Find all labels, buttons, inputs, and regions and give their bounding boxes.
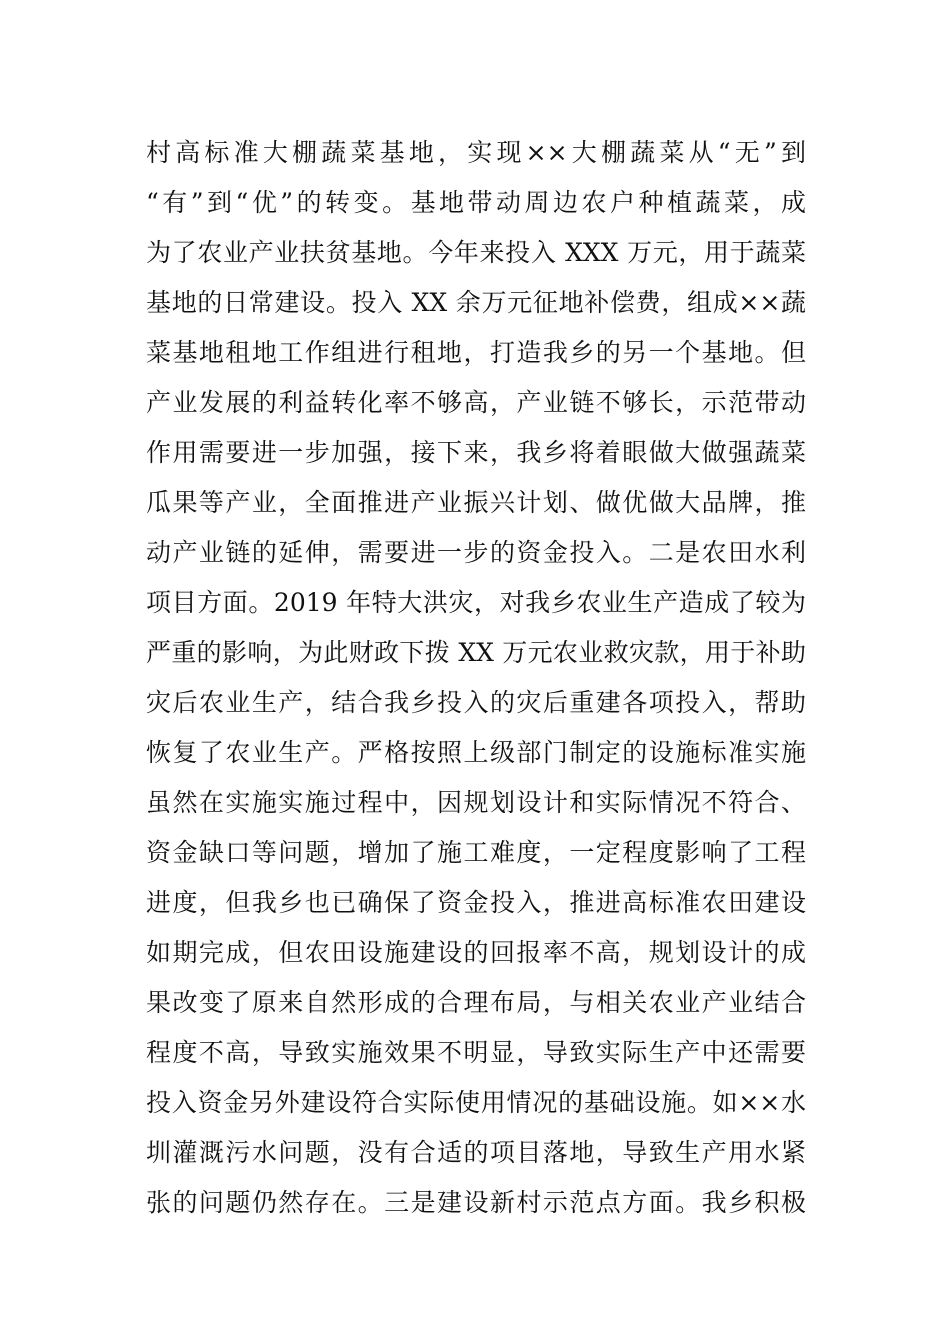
text-line-3: 为了农业产业扶贫基地。今年来投入 XXX 万元，用于蔬菜: [146, 238, 806, 267]
text-line-6: 产业发展的利益转化率不够高，产业链不够长，示范带动: [146, 388, 806, 417]
text-line-22: 张的问题仍然存在。三是建设新村示范点方面。我乡积极: [146, 1188, 806, 1217]
text-line-20: 投入资金另外建设符合实际使用情况的基础设施。如××水: [146, 1088, 806, 1117]
text-line-21: 圳灌溉污水问题，没有合适的项目落地，导致生产用水紧: [146, 1138, 806, 1167]
text-line-15: 资金缺口等问题，增加了施工难度，一定程度影响了工程: [146, 838, 806, 867]
text-line-12: 灾后农业生产，结合我乡投入的灾后重建各项投入，帮助: [146, 688, 806, 717]
text-line-17: 如期完成，但农田设施建设的回报率不高，规划设计的成: [146, 938, 806, 967]
text-line-13: 恢复了农业生产。严格按照上级部门制定的设施标准实施: [146, 738, 806, 767]
text-line-10: 项目方面。2019 年特大洪灾，对我乡农业生产造成了较为: [146, 588, 806, 617]
text-line-9: 动产业链的延伸，需要进一步的资金投入。二是农田水利: [146, 538, 806, 567]
text-line-4: 基地的日常建设。投入 XX 余万元征地补偿费，组成××蔬: [146, 288, 806, 317]
text-line-18: 果改变了原来自然形成的合理布局，与相关农业产业结合: [146, 988, 806, 1017]
text-line-14: 虽然在实施实施过程中，因规划设计和实际情况不符合、: [146, 788, 806, 817]
text-line-11: 严重的影响，为此财政下拨 XX 万元农业救灾款，用于补助: [146, 638, 806, 667]
text-line-16: 进度，但我乡也已确保了资金投入，推进高标准农田建设: [146, 888, 806, 917]
text-line-5: 菜基地租地工作组进行租地，打造我乡的另一个基地。但: [146, 338, 806, 367]
text-line-2: “有”到“优”的转变。基地带动周边农户种植蔬菜，成: [146, 188, 806, 217]
text-line-19: 程度不高，导致实施效果不明显，导致实际生产中还需要: [146, 1038, 806, 1067]
text-line-8: 瓜果等产业，全面推进产业振兴计划、做优做大品牌，推: [146, 488, 806, 517]
text-line-1: 村高标准大棚蔬菜基地，实现××大棚蔬菜从“无”到: [146, 138, 806, 167]
text-line-7: 作用需要进一步加强，接下来，我乡将着眼做大做强蔬菜: [146, 438, 806, 467]
body-text: [146, 128, 806, 1228]
